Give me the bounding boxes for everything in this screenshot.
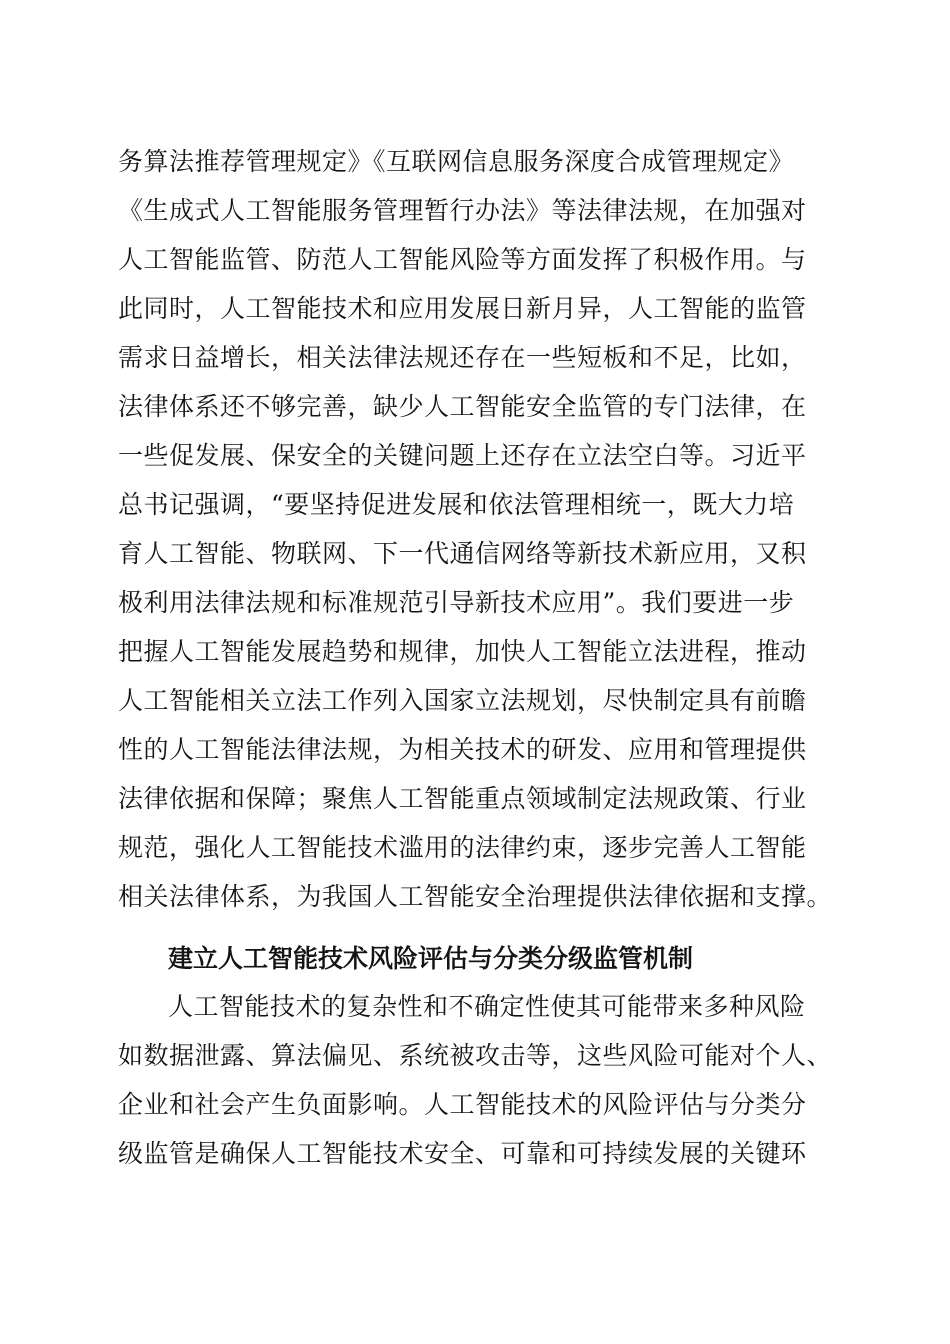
section-heading: 建立人工智能技术风险评估与分类分级监管机制 — [168, 944, 694, 973]
body-line: 法律体系还不够完善，缺少人工智能安全监管的专门法律，在 — [118, 392, 807, 421]
body-line: 总书记强调，“要坚持促进发展和依法管理相统一，既大力培 — [118, 490, 795, 519]
body-line: 企业和社会产生负面影响。人工智能技术的风险评估与分类分 — [118, 1090, 807, 1119]
body-line: 人工智能技术的复杂性和不确定性使其可能带来多种风险 — [168, 992, 806, 1021]
body-line: 人工智能相关立法工作列入国家立法规划，尽快制定具有前瞻 — [118, 686, 807, 715]
body-line: 相关法律体系，为我国人工智能安全治理提供法律依据和支撑。 — [118, 882, 833, 911]
body-line: 级监管是确保人工智能技术安全、可靠和可持续发展的关键环 — [118, 1139, 807, 1168]
body-line: 育人工智能、物联网、下一代通信网络等新技术新应用，又积 — [118, 539, 807, 568]
body-line: 此同时，人工智能技术和应用发展日新月异，人工智能的监管 — [118, 294, 807, 323]
body-line: 人工智能监管、防范人工智能风险等方面发挥了积极作用。与 — [118, 245, 807, 274]
body-line: 法律依据和保障；聚焦人工智能重点领域制定法规政策、行业 — [118, 784, 807, 813]
body-line: 需求日益增长，相关法律法规还存在一些短板和不足，比如， — [118, 343, 807, 372]
body-line: 一些促发展、保安全的关键问题上还存在立法空白等。习近平 — [118, 441, 807, 470]
body-line: 把握人工智能发展趋势和规律，加快人工智能立法进程，推动 — [118, 637, 807, 666]
body-line: 《生成式人工智能服务管理暂行办法》等法律法规，在加强对 — [118, 196, 807, 225]
body-line: 规范，强化人工智能技术滥用的法律约束，逐步完善人工智能 — [118, 833, 807, 862]
body-line: 如数据泄露、算法偏见、系统被攻击等，这些风险可能对个人、 — [118, 1041, 833, 1070]
body-line: 性的人工智能法律法规，为相关技术的研发、应用和管理提供 — [118, 735, 807, 764]
body-line: 务算法推荐管理规定》《互联网信息服务深度合成管理规定》 — [118, 147, 795, 176]
body-line: 极利用法律法规和标准规范引导新技术应用”。我们要进一步 — [118, 588, 795, 617]
